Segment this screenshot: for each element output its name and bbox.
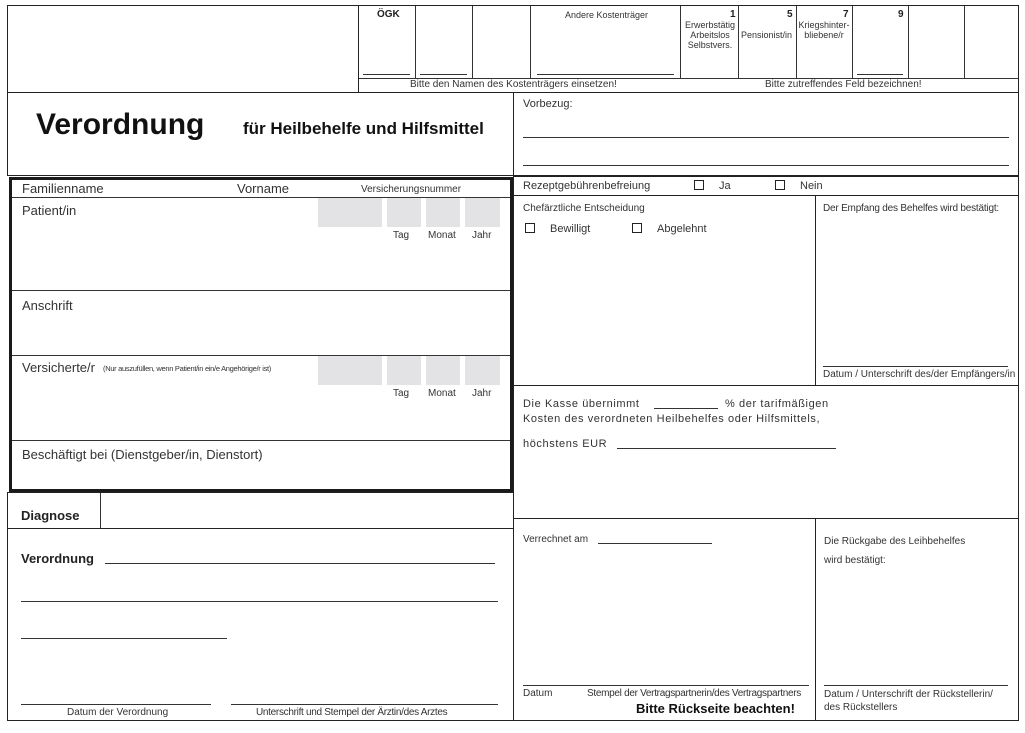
stempel-label: Stempel der Vertragspartnerin/des Vertragspartners bbox=[587, 688, 802, 699]
rezept-nein-checkbox[interactable] bbox=[775, 180, 785, 190]
patient-svnr-field[interactable] bbox=[318, 198, 382, 227]
versicherungsnummer-label: Versicherungsnummer bbox=[361, 184, 462, 195]
vorname-label: Vorname bbox=[237, 181, 290, 196]
rueckgabe-text-2: wird bestätigt: bbox=[824, 555, 886, 566]
rueckgabe-sig-1: Datum / Unterschrift der Rückstellerin/ bbox=[824, 689, 993, 700]
rezept-nein-label: Nein bbox=[800, 180, 823, 192]
versicherte-monat-field[interactable] bbox=[426, 356, 460, 385]
prozent-field[interactable] bbox=[654, 408, 718, 409]
form-title: Verordnung bbox=[36, 108, 205, 141]
patient-tag-field[interactable] bbox=[387, 198, 421, 227]
datum-label: Datum bbox=[523, 688, 553, 699]
hint-left: Bitte den Namen des Kostenträgers einsetzen! bbox=[410, 79, 617, 90]
monat-label: Monat bbox=[428, 230, 456, 241]
diagnose-box[interactable] bbox=[7, 492, 514, 529]
col-9-num: 9 bbox=[898, 9, 904, 20]
hint-right: Bitte zutreffendes Feld bezeichnen! bbox=[765, 79, 922, 90]
col-7-num: 7 bbox=[843, 9, 849, 20]
kasse-text-2: Kosten des verordneten Heilbehelfes oder Hilfsmittels, bbox=[523, 413, 821, 425]
chef-label: Chefärztliche Entscheidung bbox=[523, 203, 645, 214]
jahr-label: Jahr bbox=[472, 230, 492, 241]
form-subtitle: für Heilbehelfe und Hilfsmittel bbox=[243, 119, 484, 138]
anschrift-label: Anschrift bbox=[22, 298, 73, 313]
rezept-label: Rezeptgebührenbefreiung bbox=[523, 180, 651, 192]
rezept-ja-checkbox[interactable] bbox=[694, 180, 704, 190]
andere-kostentraeger-label: Andere Kostenträger bbox=[565, 10, 649, 20]
jahr-label: Jahr bbox=[472, 388, 492, 399]
bewilligt-checkbox[interactable] bbox=[525, 223, 535, 233]
vorbezug-box[interactable] bbox=[513, 92, 1019, 176]
diagnose-label: Diagnose bbox=[21, 508, 80, 523]
abgelehnt-label: Abgelehnt bbox=[657, 223, 707, 235]
beschaeftigt-label: Beschäftigt bei (Dienstgeber/in, Dienstort) bbox=[22, 447, 263, 462]
versicherte-tag-field[interactable] bbox=[387, 356, 421, 385]
datum-verordnung-label: Datum der Verordnung bbox=[67, 707, 169, 718]
patient-jahr-field[interactable] bbox=[465, 198, 500, 227]
familienname-label: Familienname bbox=[22, 181, 104, 196]
tag-label: Tag bbox=[393, 388, 410, 399]
verordnung-label: Verordnung bbox=[21, 551, 94, 566]
versicherte-svnr-field[interactable] bbox=[318, 356, 382, 385]
abgelehnt-checkbox[interactable] bbox=[632, 223, 642, 233]
vorbezug-label: Vorbezug: bbox=[523, 98, 573, 110]
empfang-box[interactable] bbox=[815, 195, 1019, 386]
empfang-signature-label: Datum / Unterschrift des/der Empfängers/in bbox=[823, 369, 1016, 380]
patient-label: Patient/in bbox=[22, 203, 77, 218]
unterschrift-arzt-label: Unterschrift und Stempel der Ärztin/des Arztes bbox=[256, 707, 448, 718]
versicherte-jahr-field[interactable] bbox=[465, 356, 500, 385]
rueckgabe-sig-2: des Rückstellers bbox=[824, 702, 898, 713]
oegk-label: ÖGK bbox=[377, 9, 400, 20]
kasse-text-3: höchstens EUR bbox=[523, 438, 608, 450]
patient-monat-field[interactable] bbox=[426, 198, 460, 227]
kasse-text-1a: Die Kasse übernimmt bbox=[523, 398, 640, 410]
rezept-ja-label: Ja bbox=[719, 180, 731, 192]
versicherte-note: (Nur auszufüllen, wenn Patient/in ein/e Angehörige/r ist) bbox=[103, 364, 272, 373]
empfang-label: Der Empfang des Behelfes wird bestätigt: bbox=[823, 203, 999, 214]
tag-label: Tag bbox=[393, 230, 410, 241]
monat-label: Monat bbox=[428, 388, 456, 399]
eur-field[interactable] bbox=[617, 448, 836, 449]
col-5-num: 5 bbox=[787, 9, 793, 20]
versicherte-label: Versicherte/r bbox=[22, 360, 95, 375]
col-1-num: 1 bbox=[730, 9, 736, 20]
kasse-text-1b: % der tarifmäßigen bbox=[725, 398, 829, 410]
top-left-field[interactable] bbox=[7, 5, 359, 93]
rueckseite-hint: Bitte Rückseite beachten! bbox=[636, 701, 795, 716]
bewilligt-label: Bewilligt bbox=[550, 223, 591, 235]
col-7-label: Kriegshinter-bliebene/r bbox=[798, 20, 850, 40]
verrechnet-label: Verrechnet am bbox=[523, 534, 589, 545]
rueckgabe-text-1: Die Rückgabe des Leihbehelfes bbox=[824, 536, 966, 547]
col-5-label: Pensionist/in bbox=[741, 30, 793, 40]
col-1-label: Erwerbstätig Arbeitslos Selbstvers. bbox=[684, 20, 736, 50]
